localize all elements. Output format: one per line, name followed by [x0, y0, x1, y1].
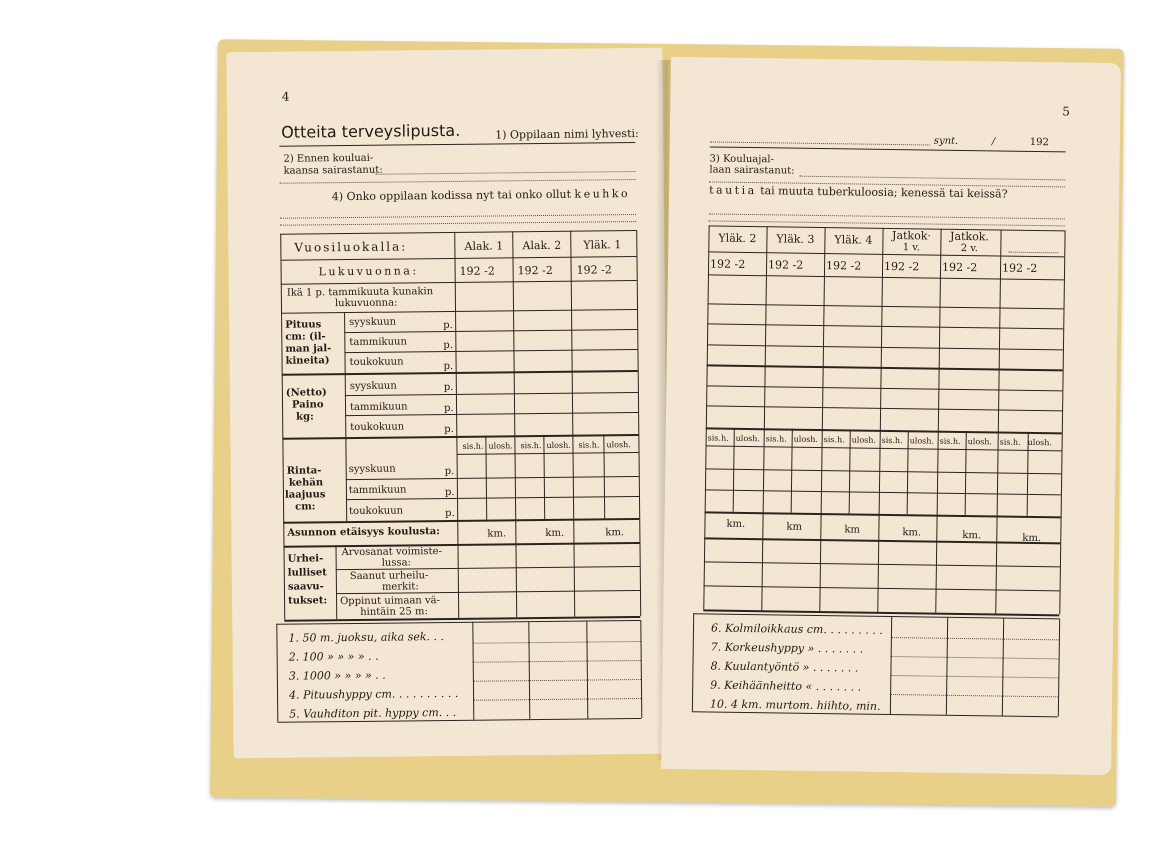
row-line: [457, 452, 639, 455]
event-5: 5. Vauhditon pit. hyppy cm. . .: [289, 705, 457, 721]
col-line: [995, 230, 1001, 614]
month-syyskuun: syyskuun: [348, 463, 396, 476]
p-mark: p.: [443, 339, 454, 352]
event-line: [890, 694, 1058, 697]
header-jatkok-1: Jatkok·: [892, 228, 932, 243]
header-ylak-3: Yläk. 3: [776, 232, 815, 246]
row-line: [704, 537, 1060, 544]
answer-line: [709, 213, 1065, 219]
km-col-5: km.: [962, 530, 982, 542]
urheilu-label-2: lulliset: [287, 567, 327, 579]
row-line: [282, 434, 638, 440]
row-line: [346, 496, 639, 500]
row-line: [283, 542, 639, 548]
tautia-question: [709, 184, 1008, 200]
lukuvuonna-label: Lukuvuonna:: [318, 264, 419, 279]
p-mark: p.: [445, 507, 455, 520]
ika-line1: Ikä 1 p. tammikuuta kunakin: [286, 286, 434, 299]
km-col-6: km.: [1022, 532, 1042, 545]
row-line: [707, 344, 1063, 350]
col-line: [586, 621, 588, 719]
page-number-left: 4: [281, 89, 290, 104]
month-toukokuun: toukokuun: [350, 421, 405, 434]
col-line: [1059, 230, 1065, 614]
pituus-label-3: man jal-: [285, 343, 332, 355]
pituus-label-2: cm: (il-: [285, 331, 326, 343]
row-line: [280, 256, 636, 261]
answer-line: [280, 221, 636, 226]
month-toukokuun: toukokuun: [349, 505, 404, 518]
row-line: [282, 370, 638, 376]
sis-h-label: sis.h.: [939, 436, 961, 446]
year-col-1: 192 -2: [459, 264, 495, 278]
row-line: [706, 385, 1062, 391]
question-3-line1: 3) Kouluajal-: [709, 153, 775, 166]
event-line: [891, 637, 1059, 640]
event-6: 6. Kolmiloikkaus cm. . . . . . . . .: [710, 621, 883, 637]
km-col-3: km: [844, 524, 861, 536]
row-line: [283, 518, 639, 524]
row-line: [706, 405, 1062, 411]
answer-line: [710, 141, 930, 145]
event-9: 9. Keihäänheitto « . . . . . . .: [710, 678, 862, 694]
row-line: [345, 392, 638, 396]
right-page: [661, 57, 1121, 775]
sis-h-label: sis.h.: [999, 437, 1021, 447]
row-line: [346, 476, 639, 480]
p-mark: p.: [444, 402, 454, 415]
ulos-h-label: ulosh.: [606, 440, 631, 450]
row-line: [707, 323, 1063, 329]
p-mark: p.: [443, 381, 454, 394]
col-line: [761, 226, 767, 610]
ika-line2: lukuvuonna:: [334, 297, 398, 310]
month-syyskuun: syyskuun: [349, 380, 397, 393]
urheilu-label-3: saavu-: [287, 581, 324, 593]
col-line: [512, 231, 517, 617]
row-line: [704, 585, 1060, 591]
rule: [279, 142, 635, 147]
vuosiluokalla-label: Vuosiluokalla:: [294, 239, 408, 255]
question-2-line1: 2) Ennen kouluai-: [283, 152, 374, 165]
row-line: [705, 511, 1061, 518]
ulos-h-label: ulosh.: [488, 441, 513, 451]
arvosanat-line2: lussa:: [381, 557, 411, 569]
row-line: [708, 274, 1064, 280]
km-col-2: km: [786, 521, 803, 533]
event-10: 10. 4 km. murtom. hiihto, min.: [709, 697, 881, 713]
col-line: [692, 613, 694, 711]
sis-h-label: sis.h.: [881, 435, 903, 446]
event-line: [473, 660, 641, 663]
p-mark: p.: [443, 319, 453, 332]
event-2: 2. 100 » » » » . .: [288, 649, 379, 664]
answer-line: [799, 176, 1065, 181]
urheilu-label-4: tukset:: [288, 595, 328, 607]
page-title: Otteita terveyslipusta.: [281, 120, 461, 142]
col-line: [454, 232, 459, 618]
p-mark: p.: [443, 360, 454, 373]
km-col-1: km.: [726, 518, 746, 530]
rinta-label-1: Rinta-: [286, 465, 322, 477]
event-8: 8. Kuulantyöntö » . . . . . . .: [710, 659, 859, 675]
row-line: [344, 349, 637, 353]
urheilu-label-1: Urhei-: [287, 553, 324, 565]
col-line: [335, 545, 337, 619]
header-jatkok-2-sub: 2 v.: [960, 242, 979, 255]
arvosanat-line1: Arvosanat voimiste-: [341, 546, 442, 559]
header-alak-2: Alak. 2: [522, 238, 562, 253]
col-line: [570, 231, 575, 617]
event-4: 4. Pituushyppy cm. . . . . . . . . .: [288, 686, 459, 702]
col-line: [276, 624, 278, 722]
header-jatkok-2: Jatkok.: [950, 229, 990, 244]
question-4: [332, 188, 630, 203]
saanut-line1: Saanut urheilu-: [349, 570, 429, 583]
col-line: [946, 617, 948, 715]
answer-line: [280, 179, 636, 184]
p-mark: p.: [444, 486, 455, 499]
col-line: [640, 620, 642, 718]
sis-h-label: sis.h.: [520, 441, 542, 451]
event-line: [473, 641, 641, 644]
tautia-keyword: tautia: [709, 183, 757, 198]
pituus-label-4: kineita): [285, 355, 330, 367]
oppinut-line2: hintäin 25 m:: [360, 606, 428, 618]
header-ylak-4: Yläk. 4: [834, 233, 873, 247]
question-1: 1) Oppilaan nimi lyhvesti:: [495, 126, 639, 142]
rinta-label-3: laajuus: [284, 489, 326, 501]
sis-h-label: sis.h.: [707, 433, 729, 443]
event-1: 1. 50 m. juoksu, aika sek. . .: [288, 630, 445, 645]
col-line: [1058, 618, 1060, 716]
year-col-2: 192 -2: [768, 258, 804, 272]
event-line: [473, 698, 641, 701]
month-syyskuun: syyskuun: [349, 316, 397, 329]
row-line: [707, 364, 1063, 371]
row-line: [705, 468, 1061, 474]
sis-h-label: sis.h.: [765, 434, 787, 444]
header-jatkok-1-sub: 1 v.: [902, 242, 921, 254]
ulos-h-label: ulosh.: [793, 434, 819, 444]
event-line: [473, 679, 641, 682]
tautia-text: tai muuta tuberkuloosia; kenessä tai keissä?: [760, 184, 1008, 201]
km-col-1: km.: [487, 528, 507, 540]
question-4-text: 4) Onko oppilaan kodissa nyt tai onko ollut: [331, 187, 572, 204]
table-top: [280, 230, 636, 235]
row-line: [344, 329, 637, 333]
p-mark: p.: [444, 423, 454, 436]
col-line: [703, 225, 709, 609]
event-line: [891, 656, 1059, 659]
row-line: [281, 309, 637, 314]
row-line: [705, 489, 1061, 495]
col-line: [819, 227, 825, 611]
col-line: [636, 230, 641, 616]
row-line: [704, 561, 1060, 567]
header-alak-1: Alak. 1: [464, 239, 504, 253]
saanut-line2: merkit:: [381, 581, 419, 593]
km-col-3: km.: [605, 527, 625, 539]
answer-line: [280, 214, 636, 219]
ulos-h-label: ulosh.: [1027, 437, 1053, 448]
col-line: [877, 228, 883, 612]
col-line: [280, 234, 285, 620]
month-tammikuun: tammikuun: [349, 401, 408, 414]
sis-h-label: sis.h.: [578, 440, 600, 450]
year-col-1: 192 -2: [710, 257, 746, 271]
month-tammikuun: tammikuun: [348, 484, 407, 497]
paino-label-2: Paino: [291, 399, 324, 411]
km-col-4: km.: [902, 527, 922, 539]
synt-label: synt.: [933, 135, 959, 147]
row-line: [281, 280, 637, 285]
synt-year: 192: [1029, 136, 1050, 149]
month-toukokuun: toukokuun: [349, 356, 404, 369]
col-line: [935, 229, 941, 613]
question-3-line2: laan sairastanut:: [709, 164, 795, 177]
ulos-h-label: ulosh.: [735, 433, 761, 444]
year-col-3: 192 -2: [826, 259, 862, 273]
year-col-6: 192 -2: [1001, 261, 1038, 276]
paino-label-3: kg:: [296, 411, 314, 423]
answer-line: [376, 171, 636, 175]
asunnon-label: Asunnon etäisyys koulusta:: [287, 526, 441, 539]
rule: [710, 146, 1066, 152]
page-number-right: 5: [1062, 104, 1071, 119]
km-col-2: km.: [545, 527, 565, 539]
rinta-label-2: kehän: [288, 477, 324, 489]
year-col-5: 192 -2: [941, 260, 978, 275]
event-3: 3. 1000 » » » » . .: [288, 668, 386, 683]
question-4-keyword: keuhko: [574, 187, 631, 201]
synt-slash: /: [991, 136, 996, 148]
col-line: [472, 622, 474, 720]
sis-h-label: sis.h.: [462, 441, 484, 451]
left-page: [226, 48, 669, 759]
pituus-label-1: Pituus: [285, 319, 322, 331]
event-line: [890, 675, 1058, 678]
col-line: [528, 621, 530, 719]
col-line: [890, 616, 892, 714]
oppinut-line1: Oppinut uimaan vä-: [340, 595, 441, 608]
paino-label-1: (Netto): [285, 387, 327, 399]
rinta-label-4: cm:: [295, 501, 316, 513]
p-mark: p.: [444, 465, 455, 478]
ulos-h-label: ulosh.: [851, 435, 877, 445]
event-7: 7. Korkeushyppy » . . . . . . .: [710, 640, 864, 656]
ulos-h-label: ulosh.: [909, 436, 935, 446]
col-line: [344, 312, 347, 521]
header-ylak-2: Yläk. 2: [718, 231, 757, 246]
ulos-h-label: ulosh.: [967, 437, 993, 447]
col-line: [1002, 618, 1004, 716]
answer-line: [1008, 252, 1058, 254]
header-ylak-1: Yläk. 1: [583, 238, 622, 252]
month-tammikuun: tammikuun: [349, 336, 407, 349]
year-col-4: 192 -2: [883, 259, 920, 274]
question-2-line2: kaansa sairastanut:: [283, 164, 383, 177]
ulos-h-label: ulosh.: [546, 440, 571, 450]
year-col-2: 192 -2: [517, 263, 553, 278]
row-line: [708, 303, 1064, 309]
sis-h-label: sis.h.: [823, 435, 845, 445]
year-col-3: 192 -2: [576, 263, 612, 277]
